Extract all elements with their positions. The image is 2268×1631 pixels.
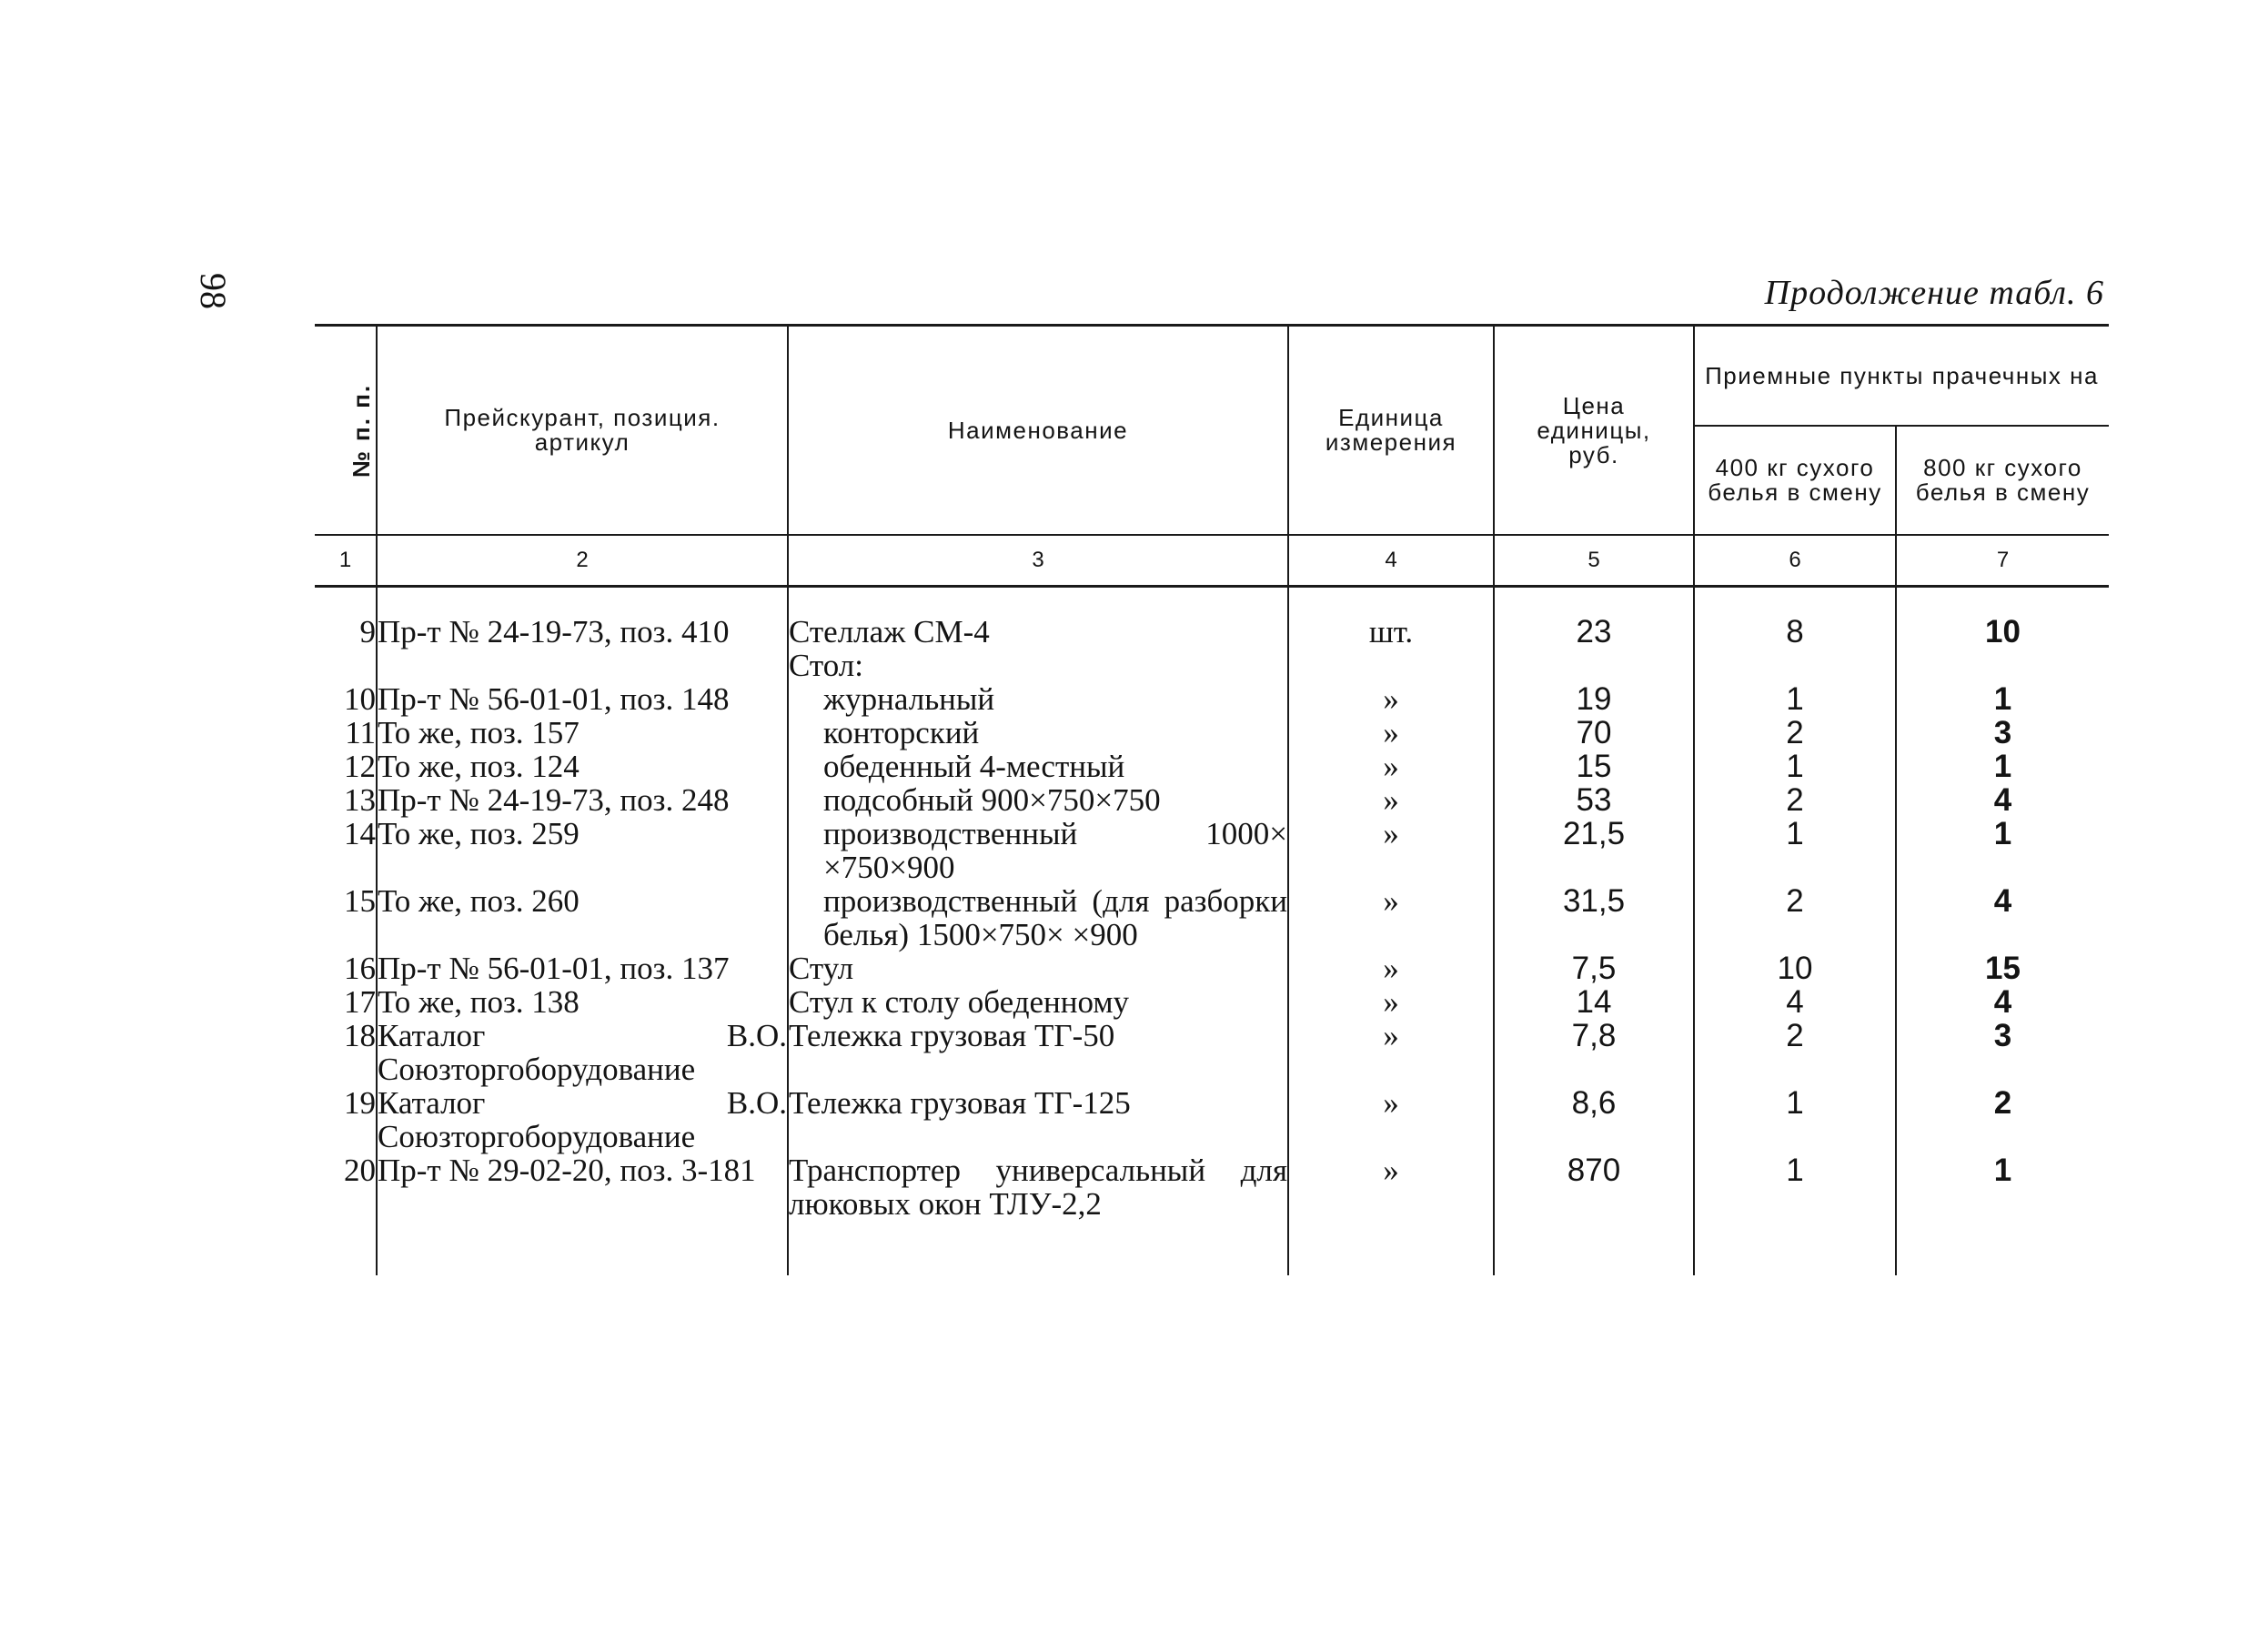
row-name: производственный 1000× ×750×900 xyxy=(823,816,1287,885)
row-price-list: То же, поз. 259 xyxy=(377,817,788,884)
header-sub-400-text: 400 кг сухого белья в смену xyxy=(1708,454,1882,506)
row-price-list: Каталог В.О. Союзторгоборудование xyxy=(378,1085,787,1154)
row-name: журнальный xyxy=(823,681,995,717)
price-table xyxy=(315,324,2109,1420)
row-qty-400: 2 xyxy=(1694,716,1896,750)
row-unit: » xyxy=(1288,1086,1494,1153)
column-number: 1 xyxy=(315,535,377,587)
row-name: Транспортер универсальный для люковых окон ТЛУ-2,2 xyxy=(789,1153,1287,1222)
row-qty-800: 2 xyxy=(1896,1086,2109,1153)
row-qty-800: 4 xyxy=(1896,884,2109,951)
row-price-list: То же, поз. 157 xyxy=(377,716,788,750)
table-row xyxy=(315,884,2109,951)
table-row xyxy=(315,951,2109,985)
table-continuation-caption: Продолжение табл. 6 xyxy=(1764,274,2104,312)
row-number: 9 xyxy=(359,614,376,649)
row-number: 16 xyxy=(344,951,376,986)
row-price-list: Каталог В.О. Союзторгоборудование xyxy=(378,1018,787,1087)
row-unit: » xyxy=(1288,1153,1494,1221)
row-unit: » xyxy=(1288,1019,1494,1086)
row-price-list: Пр-т № 24-19-73, поз. 248 xyxy=(377,783,788,817)
header-price-list xyxy=(377,326,788,536)
column-number: 6 xyxy=(1694,535,1896,587)
row-qty-400: 2 xyxy=(1694,783,1896,817)
row-qty-800: 3 xyxy=(1896,716,2109,750)
row-qty-400 xyxy=(1694,649,1896,682)
header-name: Наименование xyxy=(788,326,1288,536)
page-number: 98 xyxy=(193,273,234,309)
row-number xyxy=(315,649,377,682)
header-row-top xyxy=(315,326,2109,427)
row-qty-800: 1 xyxy=(1896,682,2109,716)
header-group xyxy=(1694,326,2109,427)
row-price: 19 xyxy=(1494,682,1694,716)
header-unit xyxy=(1288,326,1494,536)
spacer-row xyxy=(315,587,2109,616)
row-qty-400: 1 xyxy=(1694,817,1896,884)
equipment-table xyxy=(315,324,2109,1275)
row-price: 21,5 xyxy=(1494,817,1694,884)
row-price: 70 xyxy=(1494,716,1694,750)
column-number: 2 xyxy=(377,535,788,587)
table-row xyxy=(315,783,2109,817)
header-unit-price xyxy=(1494,326,1694,536)
row-name: Стеллаж СМ-4 xyxy=(788,615,1288,649)
row-qty-800 xyxy=(1896,649,2109,682)
column-number: 5 xyxy=(1494,535,1694,587)
row-price: 53 xyxy=(1494,783,1694,817)
row-qty-800: 4 xyxy=(1896,985,2109,1019)
row-price-list: Пр-т № 29-02-20, поз. 3-181 xyxy=(377,1153,788,1221)
row-name-cell xyxy=(788,783,1288,817)
row-name: Тележка грузовая ТГ-50 xyxy=(788,1019,1288,1086)
row-price: 15 xyxy=(1494,750,1694,783)
row-qty-400: 1 xyxy=(1694,682,1896,716)
row-price: 870 xyxy=(1494,1153,1694,1221)
row-price: 7,8 xyxy=(1494,1019,1694,1086)
row-name: Стул к столу обеденному xyxy=(788,985,1288,1019)
row-qty-800: 4 xyxy=(1896,783,2109,817)
row-price: 23 xyxy=(1494,615,1694,649)
header-unit-price-text: Цена единицы, руб. xyxy=(1537,391,1651,468)
row-number: 13 xyxy=(344,782,376,818)
row-qty-400: 1 xyxy=(1694,750,1896,783)
table-row xyxy=(315,817,2109,884)
row-qty-400: 4 xyxy=(1694,985,1896,1019)
row-number: 19 xyxy=(344,1085,376,1121)
row-qty-400: 2 xyxy=(1694,1019,1896,1086)
row-unit: » xyxy=(1288,817,1494,884)
row-name: подсобный 900×750×750 xyxy=(823,782,1161,818)
row-name-cell xyxy=(788,817,1288,884)
row-name: производственный (для разборки белья) 1500×750× ×900 xyxy=(823,883,1287,952)
row-unit xyxy=(1288,649,1494,682)
row-price xyxy=(1494,649,1694,682)
row-name-cell xyxy=(788,750,1288,783)
row-price: 8,6 xyxy=(1494,1086,1694,1153)
table-row xyxy=(315,1153,2109,1221)
table-row xyxy=(315,1086,2109,1153)
row-price-list: Пр-т № 56-01-01, поз. 137 xyxy=(377,951,788,985)
tail-row xyxy=(315,1221,2109,1275)
row-price-list: Пр-т № 24-19-73, поз. 410 xyxy=(377,615,788,649)
column-number-row xyxy=(315,535,2109,587)
row-price-list: То же, поз. 260 xyxy=(377,884,788,951)
header-unit-text: Единица измерения xyxy=(1325,404,1457,456)
row-price: 14 xyxy=(1494,985,1694,1019)
header-num-cell xyxy=(315,326,377,536)
column-number: 7 xyxy=(1896,535,2109,587)
row-qty-400: 2 xyxy=(1694,884,1896,951)
table-row xyxy=(315,1019,2109,1086)
row-name-cell xyxy=(788,682,1288,716)
header-sub-800-text: 800 кг сухого белья в смену xyxy=(1915,454,2091,506)
row-unit: » xyxy=(1288,750,1494,783)
row-unit: » xyxy=(1288,682,1494,716)
row-qty-800: 1 xyxy=(1896,817,2109,884)
column-number: 3 xyxy=(788,535,1288,587)
row-qty-400: 10 xyxy=(1694,951,1896,985)
table-row xyxy=(315,985,2109,1019)
row-qty-800: 1 xyxy=(1896,1153,2109,1221)
header-sub-400 xyxy=(1694,426,1896,535)
header-num: № п. п. xyxy=(348,383,376,478)
table-row xyxy=(315,615,2109,649)
row-name-cell xyxy=(788,716,1288,750)
row-number: 20 xyxy=(344,1153,376,1188)
row-number: 12 xyxy=(344,749,376,784)
row-qty-800: 3 xyxy=(1896,1019,2109,1086)
row-name: конторский xyxy=(823,715,980,750)
row-name: Стол: xyxy=(788,649,1288,682)
row-unit: » xyxy=(1288,884,1494,951)
row-price: 7,5 xyxy=(1494,951,1694,985)
table-row xyxy=(315,649,2109,682)
row-number: 17 xyxy=(344,984,376,1020)
table-row xyxy=(315,750,2109,783)
row-name: обеденный 4-местный xyxy=(823,749,1125,784)
row-qty-400: 1 xyxy=(1694,1086,1896,1153)
row-name: Стул xyxy=(788,951,1288,985)
row-price-list: То же, поз. 138 xyxy=(377,985,788,1019)
row-unit: » xyxy=(1288,783,1494,817)
table-row xyxy=(315,716,2109,750)
row-price-list: Пр-т № 56-01-01, поз. 148 xyxy=(377,682,788,716)
row-price-list xyxy=(377,649,788,682)
row-unit: шт. xyxy=(1288,615,1494,649)
row-price: 31,5 xyxy=(1494,884,1694,951)
row-unit: » xyxy=(1288,951,1494,985)
row-name-cell xyxy=(788,884,1288,951)
row-qty-400: 1 xyxy=(1694,1153,1896,1221)
header-sub-800 xyxy=(1896,426,2109,535)
header-group-text: Приемные пункты прачечных на xyxy=(1705,361,2099,389)
header-price-list-text: Прейскурант, позиция. артикул xyxy=(444,404,721,456)
row-number: 11 xyxy=(345,715,376,750)
column-number: 4 xyxy=(1288,535,1494,587)
row-qty-800: 1 xyxy=(1896,750,2109,783)
row-number: 10 xyxy=(344,681,376,717)
row-number: 18 xyxy=(344,1018,376,1053)
row-qty-800: 10 xyxy=(1896,615,2109,649)
row-number: 15 xyxy=(344,883,376,919)
table-row xyxy=(315,682,2109,716)
row-name: Тележка грузовая ТГ-125 xyxy=(788,1086,1288,1153)
row-number: 14 xyxy=(344,816,376,851)
row-unit: » xyxy=(1288,985,1494,1019)
row-unit: » xyxy=(1288,716,1494,750)
row-qty-800: 15 xyxy=(1896,951,2109,985)
row-qty-400: 8 xyxy=(1694,615,1896,649)
row-price-list: То же, поз. 124 xyxy=(377,750,788,783)
